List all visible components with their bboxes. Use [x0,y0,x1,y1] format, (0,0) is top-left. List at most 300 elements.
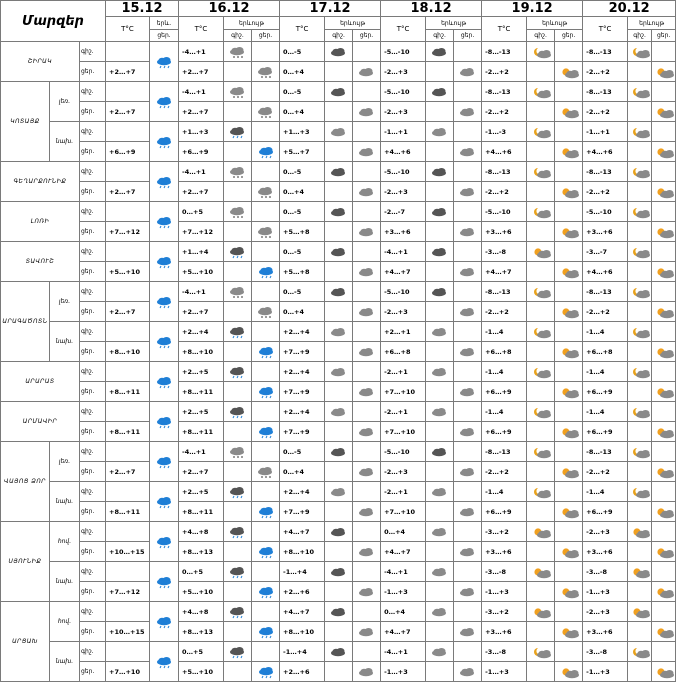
temperature-value: +2…+7 [106,62,150,82]
temperature-value: 0…+4 [280,102,325,122]
temperature-value: -4…+1 [179,82,224,102]
weather-icon-cell [252,82,280,102]
weather-icon-cell [652,282,676,302]
weather-icon-cell [527,302,555,322]
weather-icon-cell [454,382,482,402]
weather-column-header: երև. [150,17,179,30]
cloud-icon [429,487,451,498]
darkcloud-icon [328,647,350,658]
day-part-label: գիշ. [80,482,106,502]
cloud-icon [429,527,451,538]
weather-icon-cell [224,442,252,462]
weather-icon-cell [527,562,555,582]
subregion-name: նախ. [50,482,80,522]
weather-icon-cell [454,222,482,242]
temperature-value: -1…4 [583,322,628,342]
weather-icon-cell [353,222,381,242]
weather-icon-cell [325,322,353,342]
day-part-label: գիշ. [80,282,106,302]
temperature-value [106,322,150,342]
weather-icon-cell [353,502,381,522]
sun-icon [558,547,580,558]
cloud-icon [429,567,451,578]
day-part-header: ցեր. [454,30,482,42]
region-name: ԱՐՑԱԽ [1,602,50,682]
cloud-icon [356,627,378,638]
weather-icon-cell [224,562,252,582]
weather-icon-cell [325,662,353,682]
rain-icon [153,657,175,668]
weather-icon-cell [426,142,454,162]
weather-icon-cell [527,382,555,402]
temperature-value: +6…+9 [583,422,628,442]
temperature-value: +10…+15 [106,542,150,562]
day-part-label: ցեր. [80,502,106,522]
temperature-value: +8…+13 [179,622,224,642]
rain-icon [153,457,175,468]
day-header: 18.12 [381,1,482,17]
weather-icon-cell [555,162,583,182]
subregion-name: նախ. [50,562,80,602]
cloud-icon [356,107,378,118]
weather-icon-cell [353,602,381,622]
temperature-value: -8…-13 [583,82,628,102]
temperature-value: -3…-8 [583,642,628,662]
day-part-header: գիշ. [224,30,252,42]
day-part-label: գիշ. [80,82,106,102]
weather-icon-cell [150,362,179,402]
temperature-value [106,562,150,582]
moon-icon [530,647,552,658]
rain-icon [153,577,175,588]
weather-icon-cell [555,462,583,482]
weather-icon-cell [353,62,381,82]
darkcloud-icon [429,207,451,218]
rain-icon [153,497,175,508]
weather-icon-cell [426,242,454,262]
weather-icon-cell [555,482,583,502]
rain-icon [255,387,277,398]
weather-icon-cell [224,342,252,362]
rain-icon [153,297,175,308]
weather-icon-cell [652,602,676,622]
moon-icon [530,207,552,218]
weather-icon-cell [252,562,280,582]
weather-icon-cell [454,642,482,662]
sun-icon [558,627,580,638]
sun-icon [653,227,675,238]
temperature-value: +2…+7 [106,102,150,122]
weather-icon-cell [150,402,179,442]
temperature-value: +6…+8 [583,342,628,362]
darkcloud-icon [429,287,451,298]
cloudsnow-icon [255,467,277,478]
temperature-value: -2…+3 [381,62,426,82]
weather-icon-cell [224,242,252,262]
temp-column-header: T°C [482,17,527,42]
cloud-icon [457,627,479,638]
weather-icon-cell [426,482,454,502]
temperature-value: -1…4 [583,402,628,422]
temperature-value: -1…+3 [583,582,628,602]
cloud-icon [356,147,378,158]
weather-icon-cell [224,282,252,302]
day-header: 15.12 [106,1,179,17]
moon-icon [530,447,552,458]
temperature-value [106,402,150,422]
weather-icon-cell [252,442,280,462]
temperature-value: 0…+5 [179,202,224,222]
day-part-label: ցեր. [80,662,106,682]
cloud-icon [429,327,451,338]
day-part-label: գիշ. [80,202,106,222]
weather-icon-cell [527,82,555,102]
temperature-value: -2…+2 [583,182,628,202]
weather-icon-cell [652,362,676,382]
weather-icon-cell [628,402,652,422]
weather-icon-cell [454,582,482,602]
weather-icon-cell [353,82,381,102]
weather-icon-cell [652,382,676,402]
weather-icon-cell [527,102,555,122]
cloudsnow-icon [227,47,249,58]
weather-icon-cell [426,542,454,562]
temperature-value: +2…+5 [179,482,224,502]
temperature-value: +3…+6 [482,542,527,562]
day-part-label: ցեր. [80,102,106,122]
weather-icon-cell [353,402,381,422]
weather-icon-cell [325,382,353,402]
moon-icon [629,367,651,378]
weather-icon-cell [426,402,454,422]
weather-icon-cell [527,542,555,562]
day-part-label: գիշ. [80,42,106,62]
cloud-icon [328,407,350,418]
temperature-value: -2…+3 [381,462,426,482]
day-part-header: գիշ. [426,30,454,42]
day-part-header: ցեր. [252,30,280,42]
weather-icon-cell [555,102,583,122]
day-part-header: գիշ. [527,30,555,42]
rain-icon [153,57,175,68]
weather-icon-cell [527,622,555,642]
subregion-name: լեռ. [50,442,80,482]
day-part-label: գիշ. [80,362,106,382]
weather-icon-cell [325,522,353,542]
day-part-label: ցեր. [80,302,106,322]
weather-icon-cell [454,622,482,642]
sun-icon [653,267,675,278]
rain-icon [153,337,175,348]
sun-icon [558,587,580,598]
cloudsnow-icon [255,67,277,78]
region-name: ՏԱՎՈՒՇ [1,242,80,282]
weather-icon-cell [325,162,353,182]
day-header: 17.12 [280,1,381,17]
temperature-value: +3…+6 [482,222,527,242]
forecast-row [1,382,676,402]
moon-icon [629,407,651,418]
cloudsnow-icon [255,307,277,318]
cloudsnow-icon [227,87,249,98]
weather-icon-cell [353,322,381,342]
temperature-value: +5…+10 [179,262,224,282]
rain-icon [153,137,175,148]
weather-icon-cell [628,562,652,582]
forecast-row [1,402,676,422]
weather-icon-cell [555,422,583,442]
darkcloud-icon [328,287,350,298]
forecast-row [1,322,676,342]
weather-icon-cell [454,182,482,202]
forecast-row [1,142,676,162]
weather-icon-cell [426,562,454,582]
cloud-icon [356,387,378,398]
cloud-icon [429,407,451,418]
moon-icon [629,247,651,258]
temperature-value: -1…4 [482,482,527,502]
temp-column-header: T°C [106,17,150,42]
day-part-label: գիշ. [80,242,106,262]
cloudsnow-icon [227,167,249,178]
day-part-header: ցեր. [353,30,381,42]
weather-icon-cell [252,602,280,622]
weather-icon-cell [628,582,652,602]
cloud-icon [356,267,378,278]
sun-icon [653,547,675,558]
weather-icon-cell [252,582,280,602]
temperature-value: -5…-10 [381,82,426,102]
sun-icon [558,667,580,678]
weather-icon-cell [555,62,583,82]
temperature-value: -4…+1 [179,162,224,182]
cloud-icon [328,327,350,338]
weather-icon-cell [454,62,482,82]
temperature-value: +7…+12 [179,222,224,242]
temperature-value [106,242,150,262]
weather-icon-cell [454,522,482,542]
weather-icon-cell [426,582,454,602]
weather-icon-cell [454,462,482,482]
cloud-icon [429,607,451,618]
weather-icon-cell [555,622,583,642]
cloud-icon [356,547,378,558]
temperature-value: 0…+5 [179,642,224,662]
temperature-value: +8…+10 [106,342,150,362]
temperature-value: 0…+4 [280,182,325,202]
weather-icon-cell [252,102,280,122]
forecast-row [1,662,676,682]
temperature-value: -3…+2 [482,522,527,542]
weather-icon-cell [628,542,652,562]
temperature-value: +4…+7 [381,622,426,642]
cloud-icon [457,187,479,198]
temperature-value: +6…+9 [179,142,224,162]
sun-icon [629,567,651,578]
temperature-value: +5…+8 [280,222,325,242]
temperature-value: +6…+9 [482,502,527,522]
temperature-value: -1…4 [482,362,527,382]
moon-icon [629,167,651,178]
weather-icon-cell [252,222,280,242]
cloud-icon [457,307,479,318]
weather-icon-cell [224,422,252,442]
day-part-label: ցեր. [80,182,106,202]
rain-icon [255,147,277,158]
weather-icon-cell [325,342,353,362]
day-part-label: գիշ. [80,322,106,342]
weather-icon-cell [150,242,179,282]
temperature-value [106,482,150,502]
weather-icon-cell [628,342,652,362]
weather-icon-cell [652,482,676,502]
rain-icon [255,547,277,558]
temperature-value: -1…4 [482,322,527,342]
temperature-value: +4…+6 [381,142,426,162]
weather-icon-cell [353,562,381,582]
temperature-value: -4…+1 [179,42,224,62]
rain-icon [153,217,175,228]
temperature-value: -8…-13 [482,282,527,302]
weather-icon-cell [325,362,353,382]
cloud-icon [457,547,479,558]
temperature-value: +7…+10 [381,422,426,442]
temperature-value: 0…-5 [280,282,325,302]
temperature-value: -8…-13 [583,442,628,462]
weather-icon-cell [652,322,676,342]
temperature-value: 0…-5 [280,442,325,462]
temperature-value: +2…+1 [381,322,426,342]
cloud-icon [356,227,378,238]
weather-icon-cell [652,342,676,362]
weather-icon-cell [325,642,353,662]
day-part-label: ցեր. [80,622,106,642]
temperature-value: +2…+7 [179,462,224,482]
temperature-value [106,282,150,302]
sun-icon [530,567,552,578]
temperature-value: +7…+9 [280,502,325,522]
forecast-row [1,222,676,242]
weather-icon-cell [252,322,280,342]
weather-icon-cell [252,402,280,422]
temperature-value: -2…+1 [381,482,426,502]
sun-icon [558,307,580,318]
forecast-row [1,262,676,282]
temperature-value: 0…+5 [179,562,224,582]
day-part-label: ցեր. [80,142,106,162]
weather-icon-cell [454,242,482,262]
rain-icon [255,507,277,518]
weather-icon-cell [224,102,252,122]
forecast-row [1,82,676,102]
weather-icon-cell [353,462,381,482]
cloud-icon [457,427,479,438]
temperature-value: -8…-13 [583,162,628,182]
weather-icon-cell [325,82,353,102]
temperature-value: +2…+4 [280,322,325,342]
weather-icon-cell [454,602,482,622]
weather-icon-cell [325,222,353,242]
weather-icon-cell [555,402,583,422]
temperature-value: +2…+7 [106,182,150,202]
weather-icon-cell [555,382,583,402]
weather-icon-cell [555,282,583,302]
temperature-value: 0…+4 [280,62,325,82]
temperature-value: +7…+12 [106,222,150,242]
day-part-label: գիշ. [80,562,106,582]
weather-icon-cell [555,182,583,202]
weather-icon-cell [527,342,555,362]
weather-icon-cell [150,482,179,522]
temperature-value: -8…-13 [482,42,527,62]
weather-icon-cell [150,82,179,122]
weather-icon-cell [628,122,652,142]
weather-icon-cell [527,242,555,262]
weather-icon-cell [628,62,652,82]
weather-icon-cell [652,202,676,222]
sun-icon [558,467,580,478]
temperature-value [106,162,150,182]
temperature-value: -2…+2 [482,102,527,122]
temperature-value: +8…+10 [280,542,325,562]
weather-icon-cell [353,202,381,222]
temperature-value: +1…+3 [280,122,325,142]
temperature-value: +7…+10 [381,502,426,522]
weather-icon-cell [325,422,353,442]
temperature-value: +8…+13 [179,542,224,562]
weather-icon-cell [628,382,652,402]
region-name: ԱՐԱՐԱՏ [1,362,80,402]
moon-icon [530,127,552,138]
temperature-value: -2…+1 [381,402,426,422]
cloud-icon [328,367,350,378]
temperature-value: +6…+8 [381,342,426,362]
sun-icon [653,67,675,78]
temperature-value: +8…+10 [280,622,325,642]
weather-icon-cell [527,482,555,502]
weather-icon-cell [652,62,676,82]
temperature-value: +4…+7 [381,542,426,562]
cloudrain-icon [227,527,249,538]
day-part-label: գիշ. [80,602,106,622]
temperature-value: -8…-13 [583,42,628,62]
forecast-row [1,302,676,322]
temperature-value: +2…+7 [106,462,150,482]
sun-icon [558,387,580,398]
temperature-value: +8…+11 [179,502,224,522]
temperature-value: -8…-13 [482,162,527,182]
moon-icon [530,327,552,338]
temperature-value: +6…+9 [106,142,150,162]
temperature-value: 0…-5 [280,162,325,182]
weather-icon-cell [628,222,652,242]
weather-icon-cell [555,42,583,62]
temperature-value [106,602,150,622]
cloud-icon [356,587,378,598]
cloud-icon [457,267,479,278]
region-name: ՇԻՐԱԿ [1,42,80,82]
temperature-value: +2…+7 [179,182,224,202]
weather-icon-cell [224,302,252,322]
weather-icon-cell [224,542,252,562]
temperature-value: 0…-5 [280,42,325,62]
weather-icon-cell [454,122,482,142]
rain-icon [153,537,175,548]
weather-icon-cell [527,322,555,342]
weather-icon-cell [652,522,676,542]
cloudsnow-icon [255,187,277,198]
darkcloud-icon [328,207,350,218]
